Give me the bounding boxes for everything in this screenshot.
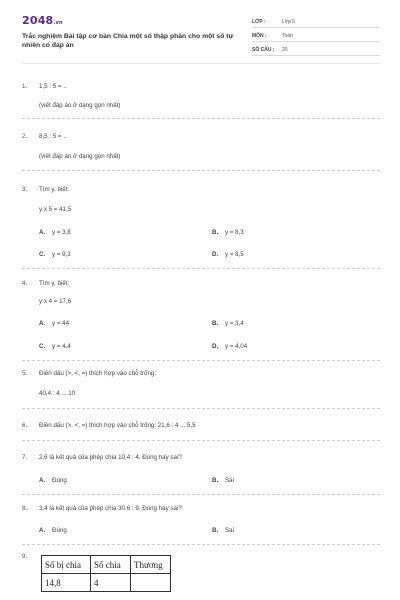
question-number: 6. (22, 422, 28, 429)
option-c[interactable]: C. y = 9,3 (39, 251, 71, 258)
option-d[interactable]: D. y = 8,5 (212, 251, 244, 258)
question-expression: y x 5 = 41,5 (39, 206, 72, 213)
question-expression: 40,4 : 4 ... 10 (39, 390, 76, 397)
option-c[interactable]: C. y = 4,4 (39, 343, 71, 350)
table-header-row (42, 556, 171, 574)
table-header-cell: Thương (131, 556, 171, 574)
question-number: 9. (22, 553, 28, 560)
question-divider (22, 170, 380, 171)
table-header-cell: Số bị chia (42, 556, 91, 574)
question-text: 3,4 là kết quả của phép chia 30,6 : 9. Đúng hay sai? (39, 505, 182, 512)
table-row (42, 574, 171, 592)
question-note: (viết đáp án ở dạng gọn nhất) (39, 153, 121, 160)
option-a[interactable]: A. Đúng (39, 477, 67, 484)
question-text: Tìm y, biết: (39, 280, 70, 287)
question-text: 1,5 : 5 = .. (39, 83, 67, 90)
meta-count: SỐ CÂU : 20 (252, 44, 380, 56)
question-number: 2. (22, 133, 28, 140)
meta-class: LỚP : Lớp 5 (252, 16, 380, 28)
division-table (41, 555, 171, 592)
question-divider (22, 118, 380, 119)
question-divider (22, 408, 380, 409)
option-b[interactable]: B. y = 3,4 (212, 320, 244, 327)
option-b[interactable]: B. y = 8,3 (212, 229, 244, 236)
question-divider (22, 544, 380, 545)
option-a[interactable]: A. Đúng (39, 527, 67, 534)
question-note: (viết đáp án ở dạng gọn nhất) (39, 102, 121, 109)
question-number: 8. (22, 505, 28, 512)
option-b[interactable]: B. Sai (212, 477, 234, 484)
page-title: Trắc nghiệm Bài tập cơ bản Chia một số thập phân cho một số tự nhiên có đáp án (22, 33, 234, 49)
question-text: 8,5 : 5 = .. (39, 133, 67, 140)
question-number: 5. (22, 370, 28, 377)
question-text: 2,6 là kết quả của phép chia 10,4 : 4. Đúng hay sai? (39, 454, 182, 461)
question-number: 1. (22, 83, 28, 90)
option-a[interactable]: A. y = 44 (39, 320, 70, 327)
question-number: 3. (22, 186, 28, 193)
meta-subject: MÔN : Toán (252, 30, 380, 42)
question-divider (22, 494, 380, 495)
header-divider (22, 63, 380, 64)
option-a[interactable]: A. y = 3,8 (39, 229, 71, 236)
question-divider (22, 440, 380, 441)
question-divider (22, 268, 380, 269)
question-number: 4. (22, 280, 28, 287)
option-d[interactable]: D. y = 4,04 (212, 343, 248, 350)
question-number: 7. (22, 454, 28, 461)
question-text: Tìm y, biết: (39, 186, 70, 193)
answer-cell[interactable] (131, 574, 171, 592)
question-expression: y x 4 = 17,6 (39, 298, 72, 305)
option-b[interactable]: B. Sai (212, 527, 234, 534)
question-divider (22, 360, 380, 361)
table-header-cell: Số chia (91, 556, 131, 574)
question-text: Điền dấu (>, <, =) thích hợp vào chỗ trống: 21,6 : 4 ... 5,5 (39, 422, 196, 429)
table-cell: 4 (91, 574, 131, 592)
table-cell: 14,8 (42, 574, 91, 592)
question-text: Điền dấu (>, <, =) thích hợp vào chỗ trống: (39, 370, 157, 377)
site-logo[interactable]: 2048.vn (22, 14, 63, 27)
